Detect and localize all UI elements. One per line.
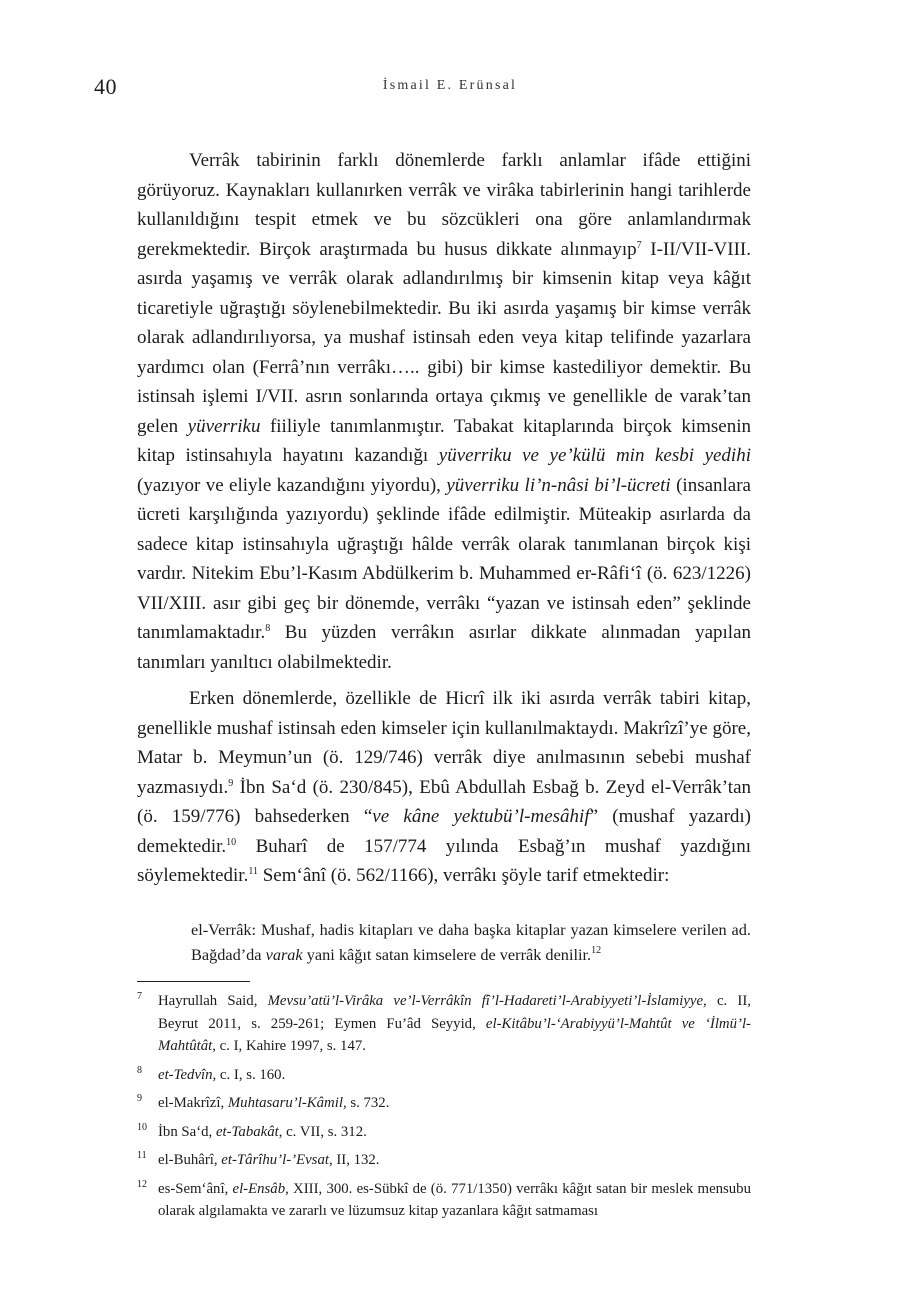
block-quote <box>191 917 751 967</box>
text-run: el-Buhârî, <box>158 1152 222 1168</box>
italic-text: et-Tabakât <box>215 1123 279 1140</box>
text-run: c. I, Kahire 1997, s. 147. <box>215 1038 366 1054</box>
footnote <box>137 1121 751 1144</box>
text-run: el-Verrâk: Mushaf, hadis kitapları ve daha başka kitaplar yazan kimselere verilen ad. Bağdad’da <box>191 920 751 964</box>
italic-text: yüverriku ve ye’külü min kesbi yedihi <box>438 445 751 466</box>
footnote <box>137 1178 751 1223</box>
footnote-number: 10 <box>137 1121 147 1133</box>
italic-text: et-Tedvîn, <box>158 1066 217 1083</box>
paragraph <box>137 146 751 677</box>
italic-text: Muhtasaru’l-Kâmil <box>227 1095 343 1111</box>
text-run: (yazıyor ve eliyle kazandığını yiyordu), <box>137 474 447 496</box>
text-run: fiiliyle tanımlanmıştır. Tabakat kitaplarında birçok kimsenin kitap istinsahıyla hayatını kazandığı <box>137 415 751 466</box>
footnote-text <box>158 1178 751 1223</box>
footnote-number: 11 <box>137 1150 147 1161</box>
paragraph <box>137 684 751 891</box>
text-run: ” (mushaf yazardı) demektedir. <box>137 806 751 857</box>
text-run: , II, 132. <box>328 1152 380 1168</box>
footnote <box>137 1149 751 1172</box>
footnote-number: 9 <box>137 1093 142 1104</box>
page-number: 40 <box>94 74 117 99</box>
footnote-text <box>158 1121 751 1144</box>
text-run: Erken dönemlerde, özellikle de Hicrî ilk iki asırda verrâk tabiri kitap, genellikle mushaf istinsah eden kimseler için kullanılmaktaydı. Makrîzî’ye göre, Matar b. Meymun’un (ö. 129/746) verrâk diye anılmasının sebebi mushaf yazmasıydı. <box>137 688 751 798</box>
footnote-text <box>158 1064 751 1087</box>
text-run: İbn Sa‘d, <box>158 1123 216 1140</box>
footnote-ref: 7 <box>636 239 642 251</box>
text-run: Buharî de 157/774 yılında Esbağ’ın mushaf yazdığını söylemektedir. <box>137 835 751 886</box>
text-run: el-Makrîzî, <box>158 1095 228 1111</box>
footnote <box>137 990 751 1058</box>
footnote-ref: 10 <box>226 836 237 848</box>
footnote-ref: 11 <box>248 866 258 877</box>
italic-text: Mevsu’atü’l-Virâka ve’l-Verrâkîn fî’l-Hadareti’l-Arabiyyeti’l-İslamiyye, <box>267 993 707 1009</box>
running-head: İsmail E. Erünsal <box>382 78 518 93</box>
text-run: I-II/VII-VIII. asırda yaşamış ve verrâk olarak adlandırılmış bir kimsenin kitap veya kâğıt ticaretiyle uğraştığı söylenebilmektedir. Bu iki asırda yaşamış bir kimse verrâk olarak adlandırılıyorsa, ya mushaf istinsah eden veya kitap telifinde yazarlara yardımcı olan (Ferrâ’nın verrâkı….. gibi) bir kimse kastediliyor demektir. Bu istinsah işlemi I/VII. asrın sonlarında ortaya çıkmış ve genellikle de varak’tan gelen <box>137 238 751 437</box>
footnote-number: 12 <box>137 1178 147 1190</box>
italic-text: yüverriku li’n-nâsi bi’l-ücreti <box>446 474 671 496</box>
footnote-number: 8 <box>137 1064 142 1076</box>
text-run: (insanlara ücreti karşılığında yazıyordu) şeklinde ifâde edilmiştir. Müteakip asırlarda da sadece kitap istinsahıyla uğraştığı hâlde verrâk olarak tanımlanan birçok kişi vardır. Nitekim Ebu’l-Kasım Abdülkerim b. Muhammed er-Râfi‘î (ö. 623/1226) VII/XIII. asır gibi geç bir dönemde, verrâkı “yazan ve istinsah eden” şeklinde tanımlamaktadır. <box>137 474 751 643</box>
footnote-ref: 9 <box>228 777 234 789</box>
italic-text: el-Ensâb <box>232 1180 286 1197</box>
footnotes <box>137 990 751 1229</box>
italic-text: varak <box>265 945 303 964</box>
footnote-ref: 8 <box>265 623 271 634</box>
text-run: Verrâk tabirinin farklı dönemlerde farklı anlamlar ifâde ettiğini görüyoruz. Kaynakları kullanırken verrâk ve virâka tabirlerinin hangi tarihlerde kullanıldığını tespit etmek ve bu sözcükleri ona göre anlamlandırmak gerekmektedir. Birçok araştırmada bu husus dikkate alınmayıp <box>137 150 751 260</box>
footnote-divider <box>137 981 250 982</box>
text-run: , s. 732. <box>342 1095 390 1111</box>
text-run: , c. VII, s. 312. <box>278 1123 367 1140</box>
text-run: Sem‘ânî (ö. 562/1166), verrâkı şöyle tarif etmektedir: <box>257 865 670 886</box>
text-run: es-Sem‘ânî, <box>158 1180 233 1197</box>
italic-text: ve kâne yektubü’l-mesâhif <box>372 806 590 827</box>
text-run: c. I, s. 160. <box>216 1066 286 1083</box>
body-text <box>137 146 751 891</box>
footnote-ref: 12 <box>591 945 602 956</box>
text-run: İbn Sa‘d (ö. 230/845), Ebû Abdullah Esbağ b. Zeyd el-Verrâk’tan (ö. 159/776) bahsederken “ <box>137 776 751 827</box>
text-run: Bu yüzden verrâkın asırlar dikkate alınmadan yapılan tanımları yanıltıcı olabilmektedir. <box>137 622 751 673</box>
footnote-text <box>158 990 751 1058</box>
footnote-number: 7 <box>137 991 142 1002</box>
text-run: Hayrullah Said, <box>158 993 268 1009</box>
italic-text: el-Kitâbu’l-‘Arabiyyü’l-Mahtût ve ‘İlmü’l-Mahtûtât, <box>158 1015 751 1054</box>
italic-text: yüverriku <box>187 415 261 437</box>
italic-text: et-Târîhu’l-’Evsat <box>221 1152 329 1168</box>
text-run: , XIII, 300. es-Sübkî de (ö. 771/1350) verrâkı kâğıt satan bir meslek mensubu olarak algılamakta ve zararlı ve lüzumsuz kitap yazanlara kâğıt satmaması <box>158 1180 751 1219</box>
footnote-text <box>158 1149 751 1172</box>
text-run: c. II, Beyrut 2011, s. 259-261; Eymen Fu’âd Seyyid, <box>158 993 751 1032</box>
footnote <box>137 1092 751 1115</box>
footnote <box>137 1064 751 1087</box>
footnote-text <box>158 1092 751 1115</box>
text-run: yani kâğıt satan kimselere de verrâk denilir. <box>302 945 592 964</box>
